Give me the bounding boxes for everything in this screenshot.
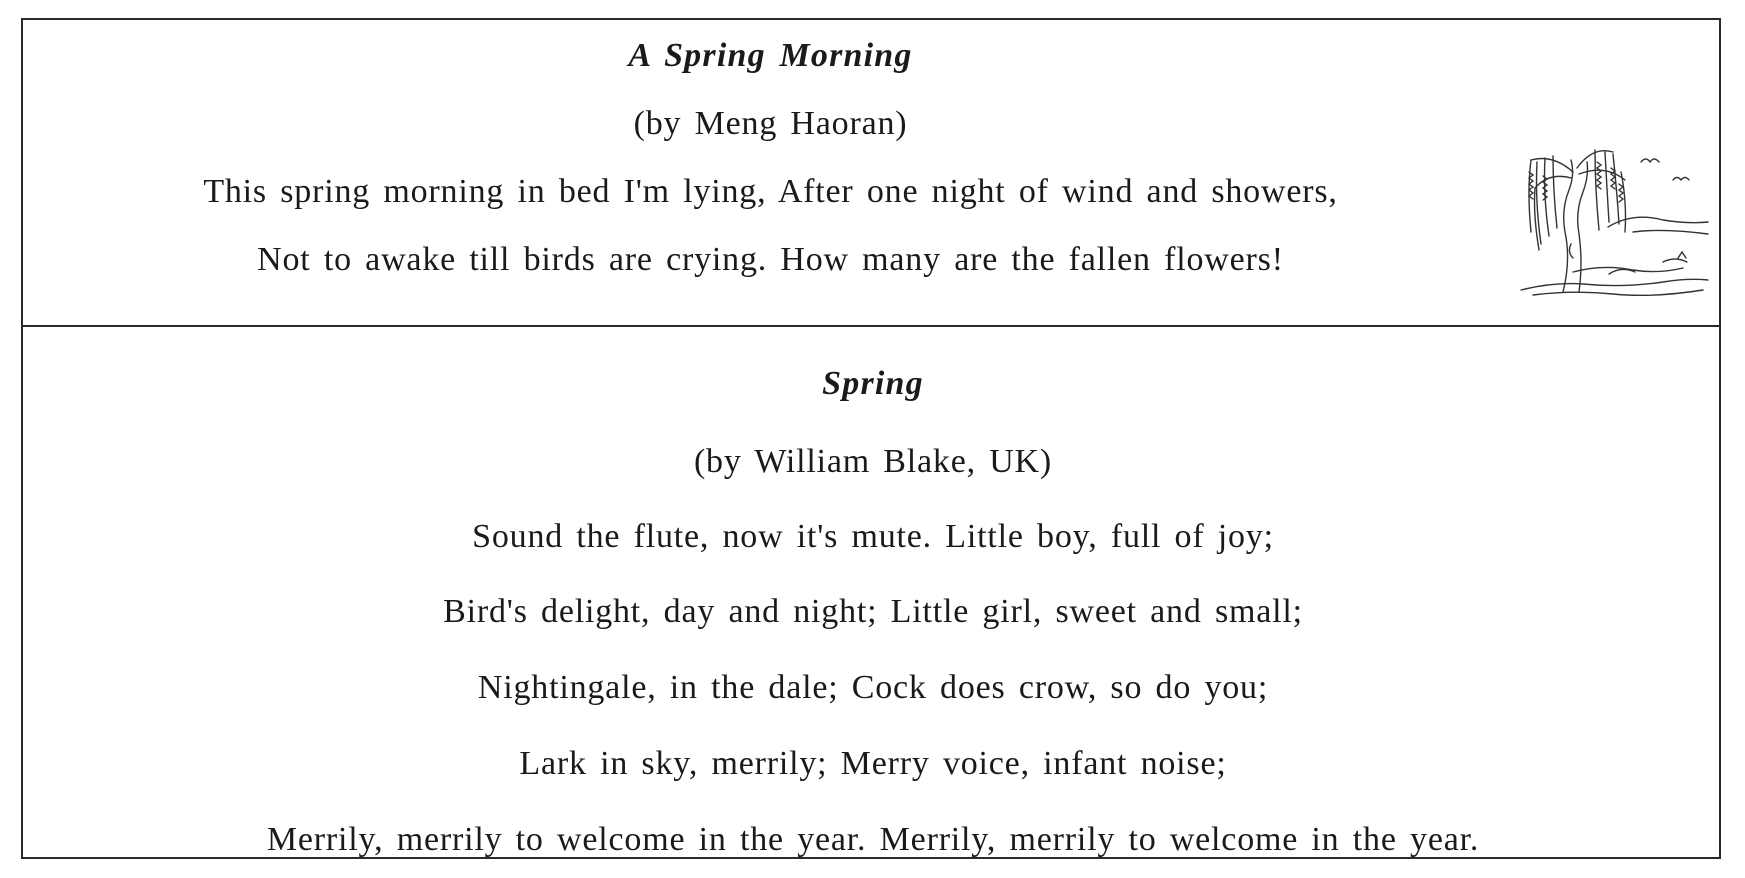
poem-title: A Spring Morning xyxy=(628,37,913,74)
poem-line: Bird's delight, day and night; Little girl, sweet and small; xyxy=(443,593,1303,630)
poem-line: Not to awake till birds are crying. How many are the fallen flowers! xyxy=(257,241,1284,278)
poem-byline: (by William Blake, UK) xyxy=(693,443,1053,480)
poem-line: Merrily, merrily to welcome in the year. Merrily, merrily to welcome in the year. xyxy=(266,821,1480,858)
poem-title: Spring xyxy=(822,365,924,402)
poem-section-spring xyxy=(23,327,1719,857)
poem-byline: (by Meng Haoran) xyxy=(633,105,908,142)
poem-line: Lark in sky, merrily; Merry voice, infant noise; xyxy=(519,745,1227,782)
poem-frame xyxy=(21,18,1721,859)
poem-line: Sound the flute, now it's mute. Little boy, full of joy; xyxy=(472,518,1274,555)
poem-section-spring-morning xyxy=(23,20,1719,327)
poem-line: This spring morning in bed I'm lying, After one night of wind and showers, xyxy=(203,173,1338,210)
willow-tree-icon xyxy=(1513,132,1713,307)
poem-line: Nightingale, in the dale; Cock does crow, so do you; xyxy=(477,669,1269,706)
